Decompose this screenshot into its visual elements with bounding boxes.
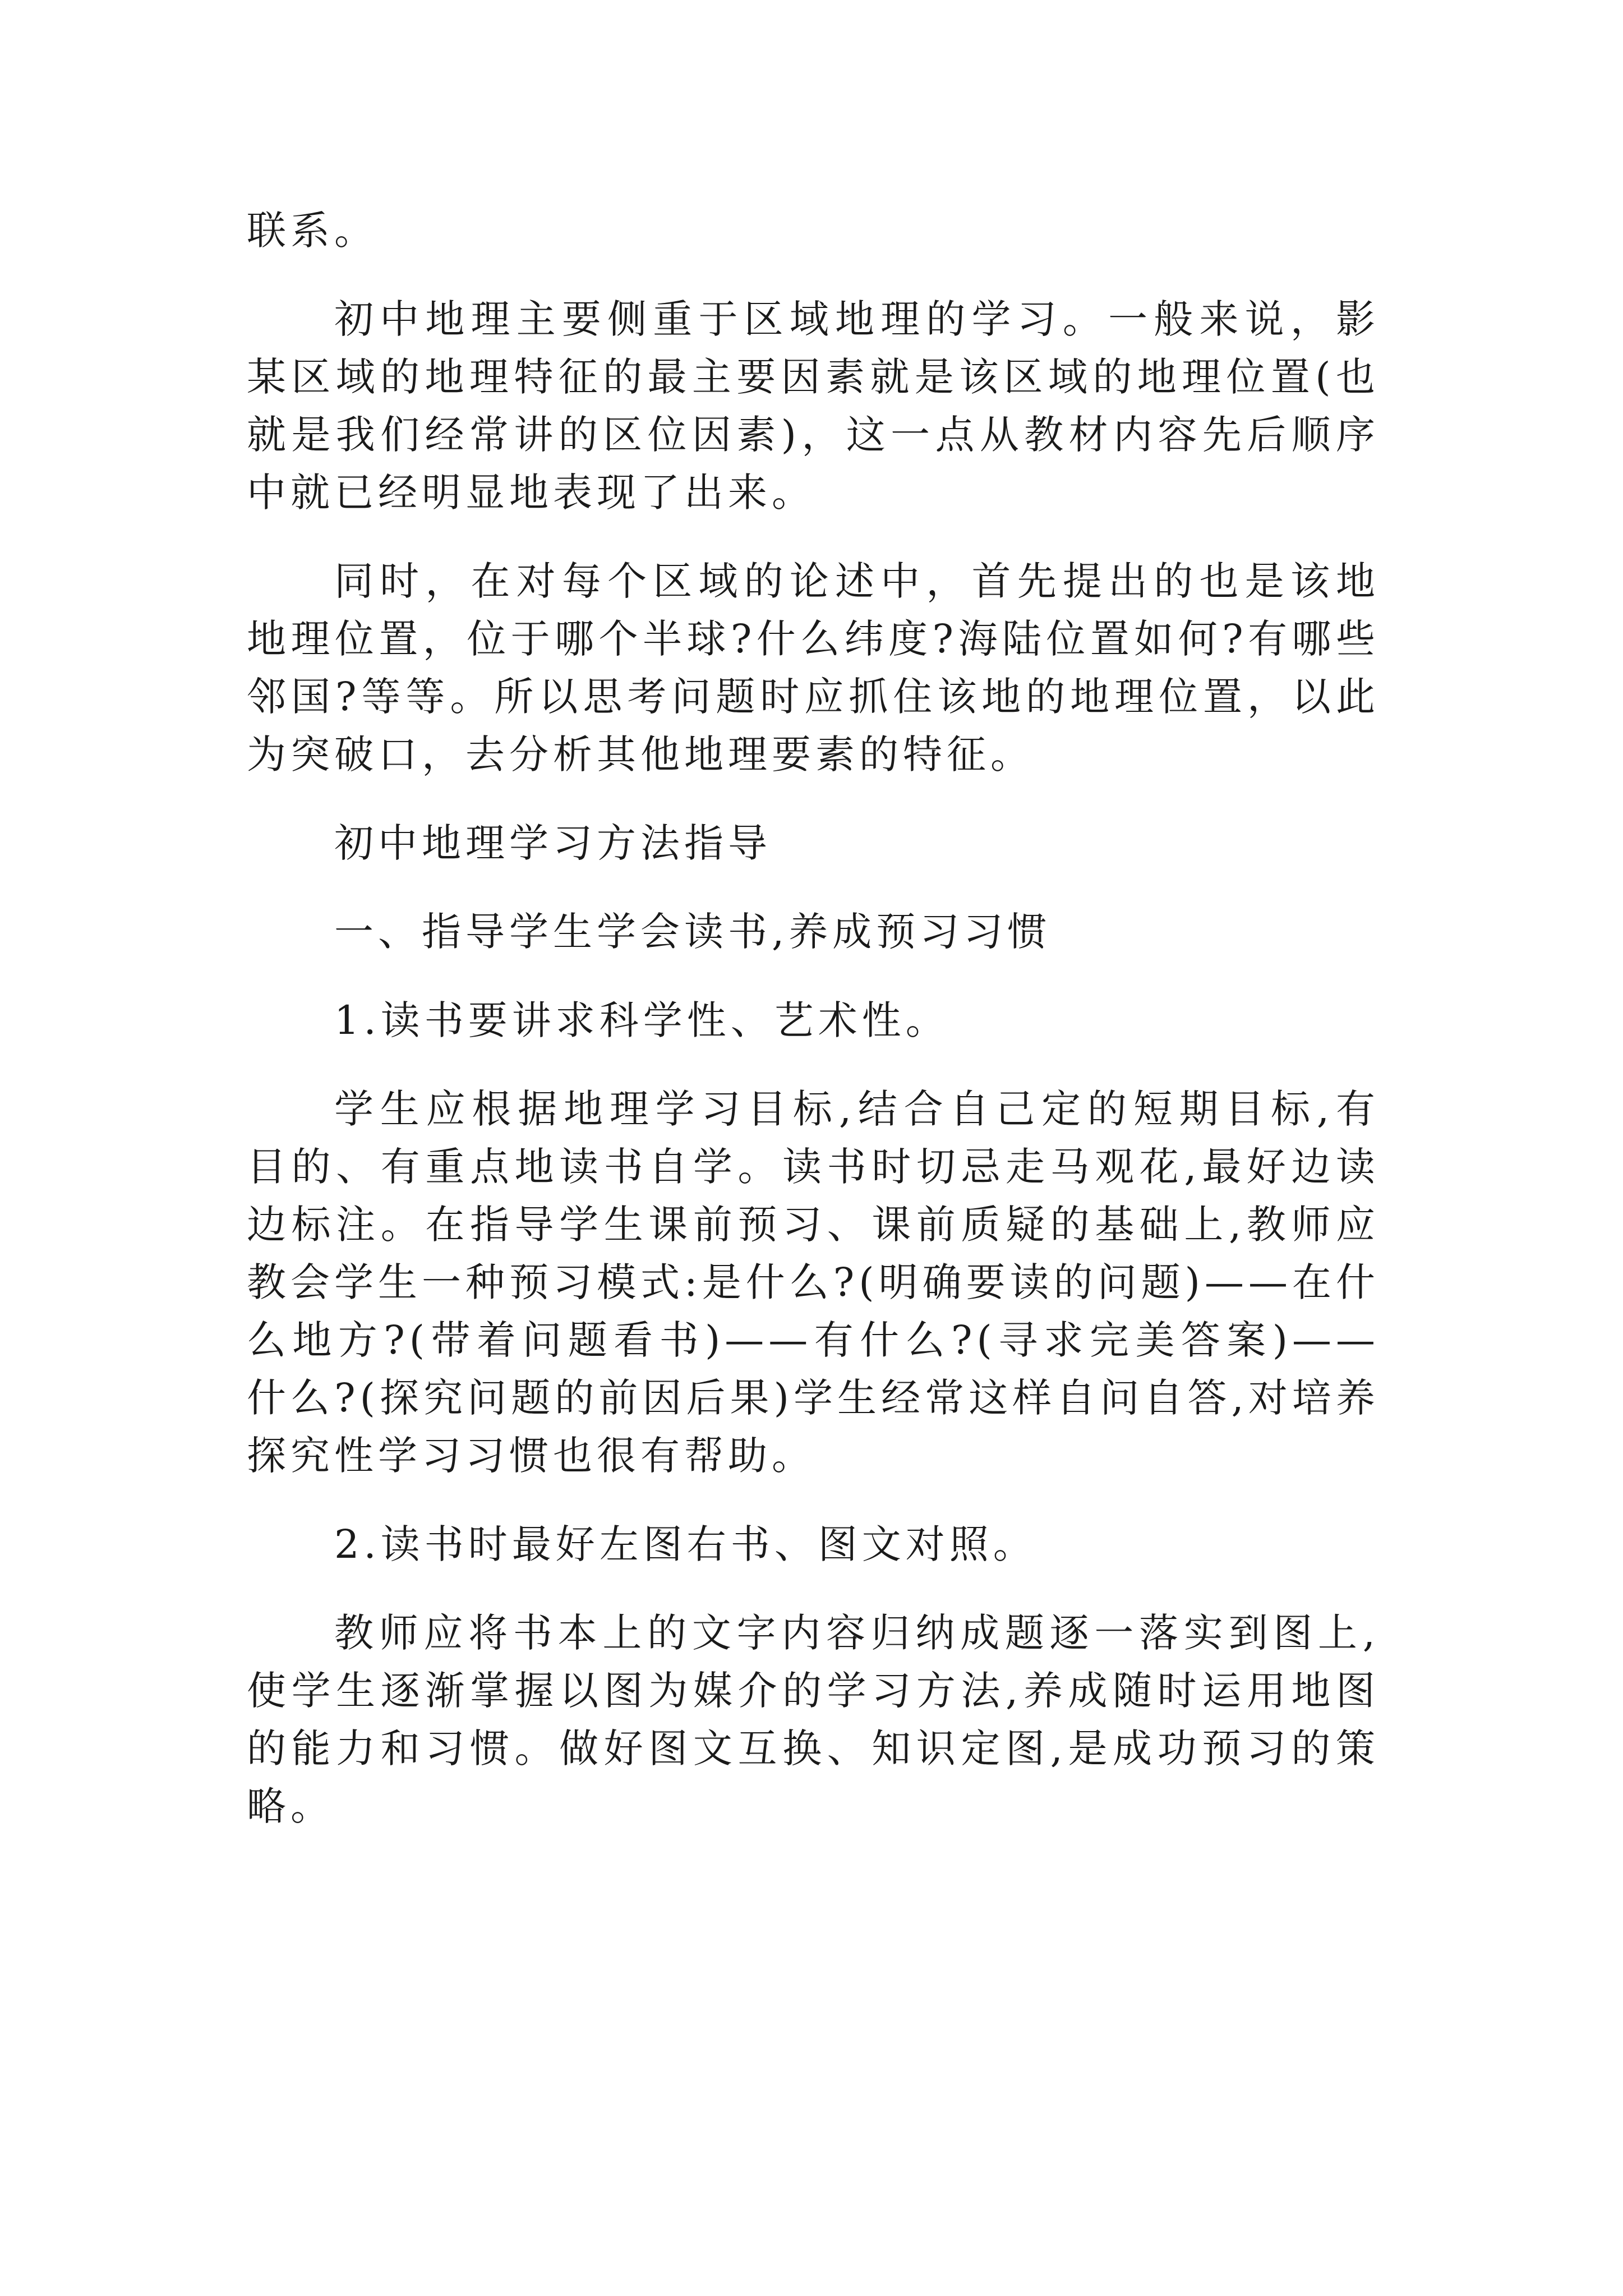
text-line: 么地方?(带着问题看书)——有什么?(寻求完美答案)—— [247, 1317, 1380, 1363]
text-line: 目的、有重点地读书自学。读书时切忌走马观花,最好边读 [247, 1144, 1380, 1190]
text-line: 什么?(探究问题的前因后果)学生经常这样自问自答,对培养 [247, 1375, 1380, 1421]
text-line: 教师应将书本上的文字内容归纳成题逐一落实到图上, [334, 1610, 1380, 1656]
text-line: 的能力和习惯。做好图文互换、知识定图,是成功预习的策 [247, 1726, 1380, 1772]
heading-text: 一、指导学生学会读书,养成预习习惯 [334, 909, 1052, 955]
point-heading-2 [247, 1516, 1380, 1573]
paragraph-continuation [247, 202, 1380, 260]
text-line: 邻国?等等。所以思考问题时应抓住该地的地理位置，以此 [247, 674, 1380, 720]
heading-text: 初中地理学习方法指导 [334, 820, 772, 866]
text-line: 略。 [247, 1783, 334, 1829]
subsection-heading-1 [247, 903, 1380, 961]
text-line: 就是我们经常讲的区位因素)，这一点从教材内容先后顺序 [247, 412, 1380, 458]
text-line: 某区域的地理特征的最主要因素就是该区域的地理位置(也 [247, 354, 1380, 400]
paragraph-location-analysis [247, 553, 1380, 784]
text-line: 探究性学习习惯也很有帮助。 [247, 1433, 815, 1479]
text-line: 地理位置，位于哪个半球?什么纬度?海陆位置如何?有哪些 [247, 616, 1380, 662]
text-line: 同时，在对每个区域的论述中，首先提出的也是该地 [334, 558, 1380, 604]
text-line: 教会学生一种预习模式:是什么?(明确要读的问题)——在什 [247, 1259, 1380, 1305]
text-line: 初中地理主要侧重于区域地理的学习。一般来说，影 [334, 296, 1380, 342]
paragraph-reading-method [247, 1080, 1380, 1485]
paragraph-map-method [247, 1604, 1380, 1835]
document-body [247, 202, 1380, 1835]
text-line: 为突破口，去分析其他地理要素的特征。 [247, 731, 1034, 777]
text-line: 使学生逐渐掌握以图为媒介的学习方法,养成随时运用地图 [247, 1668, 1380, 1714]
heading-text: 1.读书要讲求科学性、艺术性。 [334, 997, 949, 1043]
text-line: 边标注。在指导学生课前预习、课前质疑的基础上,教师应 [247, 1202, 1380, 1248]
text-line: 联系。 [247, 208, 378, 254]
section-heading [247, 815, 1380, 872]
point-heading-1 [247, 992, 1380, 1050]
text-line: 学生应根据地理学习目标,结合自己定的短期目标,有 [334, 1086, 1380, 1132]
heading-text: 2.读书时最好左图右书、图文对照。 [334, 1521, 1037, 1567]
paragraph-regional-geography [247, 291, 1380, 522]
text-line: 中就已经明显地表现了出来。 [247, 470, 815, 516]
